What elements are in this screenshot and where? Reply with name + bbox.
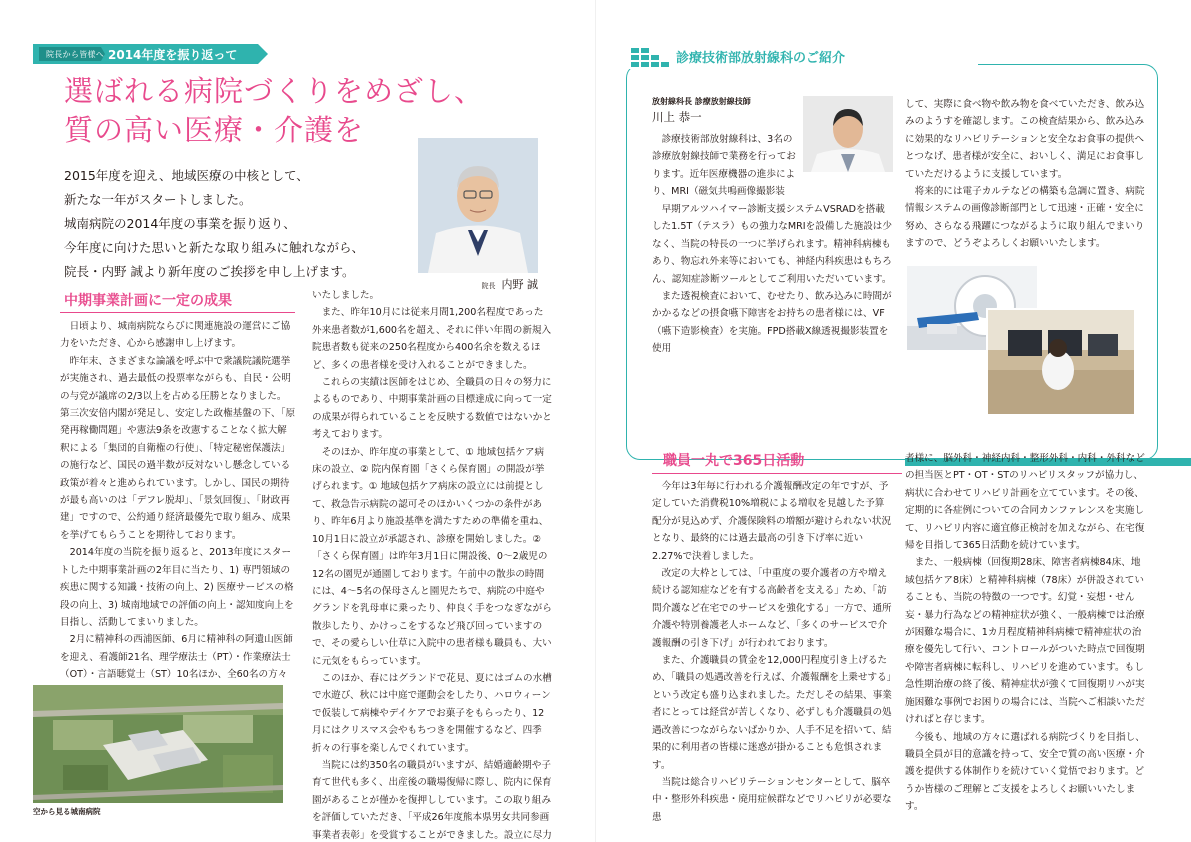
headline-line-2: 質の高い医療・介護を [64, 113, 365, 147]
lead-line: 院長・内野 誠より新年度のご挨拶を申し上げます。 [64, 264, 355, 279]
paragraph: 2月に精神科の西浦医師、6月に精神科の阿遺山医師を迎え、看護師21名、理学療法士（PT）・作業療法士（OT）・言語聴覚士（ST）10名ほか、全60名の方々 [60, 634, 293, 681]
paragraph: 将来的には電子カルテなどの構築も急調に置き、病院情報システムの画像診断部門として迅速・正確・安全に努め、さらなる飛躍につながるように取り組んでまいりますので、どうぞよろしくお願いいたします。 [905, 186, 1145, 250]
section-rule [652, 473, 902, 474]
body-column-3 [652, 478, 892, 838]
lead-line: 今年度に向けた思いと新たな取り組みに触れながら、 [64, 240, 365, 255]
banner-sub-label: 院長から皆様へ [46, 50, 105, 59]
radiology-column-b [905, 96, 1145, 261]
paragraph: このほか、春にはグランドで花見、夏にはゴムの水槽で水遊び、秋には中庭で運動会をしたり、ハロウィーンで仮装して病棟やデイケアでお菓子をもらったり、12月にはクリスマス会やもちつきを開催するなど、四季折々の行事を楽しんでくれています。 [312, 672, 552, 754]
paragraph: 日頃より、城南病院ならびに関連施設の運営にご協力をいただき、心から感謝申し上げます。 [60, 321, 291, 350]
director-photo [418, 138, 538, 273]
staff-photo [803, 96, 893, 172]
headline-line-1: 選ばれる病院づくりをめざし、 [64, 74, 485, 108]
paragraph: 今年は3年毎に行われる介護報酬改定の年ですが、予定していた消費税10%増税による増収を見越した予算配分が見込めず、介護保険料の増額が避けられない状況となり、最終的には過去最高の引き下げ率に近い2.27%で決着しました。 [652, 481, 892, 562]
aerial-photo [33, 685, 283, 803]
lead-line: 新たな一年がスタートしました。 [64, 192, 252, 207]
paragraph: 者様に、脳外科・神経内科・整形外科・内科・外科などの担当医とPT・OT・STのリハビリスタッフが協力し、病状に合わせてリハビリ計画を立てています。その後、定期的に各症例についての合同カンファレンスを実施して、リハビリ内容に適宜修正検討を加えながら、在宅復帰を目指して365日活動を続けています。 [905, 453, 1145, 552]
paragraph: また透視検査において、むせたり、飲み込みに時間がかかるなどの摂食嚥下障害をお持ちの患者様には、VF（嚥下造影検査）を実施。FPD搭載X線透視撮影装置を使用 [652, 291, 892, 355]
radiology-column-a-top [652, 131, 800, 203]
director-role: 院長 [481, 282, 496, 290]
section-title-midterm: 中期事業計画に一定の成果 [64, 293, 232, 309]
paragraph: また、一般病棟（回復期28床、障害者病棟84床、地域包括ケア8床）と精神科病棟（78床）が併設されていることも、当院の特徴の一つです。幻覚・妄想・せん妄・暴力行為などの精神症状が強く、一般病棟では治療が困難な場合に、1カ月程度精神科病棟で精神症状の治療を優先して行い、コントロールがついた時点で回復期や障害者病棟に転科し、リハビリを進めています。もし急性期治療の終了後、精神症状が強くて回復期リハが実施困難な事例でお困りの場合には、当院へご相談いただければと存じます。 [905, 557, 1145, 726]
lead-line: 2015年度を迎え、地域医療の中核として、 [64, 168, 309, 183]
building-icon [631, 44, 671, 68]
paragraph: これらの実績は医師をはじめ、全職員の日々の努力によるものであり、中期事業計画の目標達成に向って一定の成果が得られていることを反映する数値ではないかと考えております。 [312, 377, 552, 441]
section-banner [33, 44, 268, 64]
paragraph: 昨年末、さまざまな論議を呼ぶ中で衆議院議院選挙が実施され、過去最低の投票率ながらも、自民・公明の与党が議席の2/3以上を占める圧勝となりました。第三次安倍内閣が発足し、安定した政権基盤の下、「原発再稼働問題」や憲法9条を改憲することなく拡大解釈による「集団的自衛権の行使」、「特定秘密保護法」の施行など、国民の過半数が反対ないし懸念している政策が着々と進められています。しかし、国民の期待が最も高いのは「デフレ脱却」、「景気回復」、「財政再建」ですので、公約通り経済最優先で取り組み、成果を挙げてもらうことを期待しております。 [60, 355, 296, 541]
radiology-column-a [652, 201, 892, 451]
paragraph: 早期アルツハイマー診断支援システムVSRADを搭載した1.5T（テスラ）もの強力なMRIを設備した施設は少なく、当院の特長の一つに挙げられます。精神科病棟もあり、物忘れ外来等においても、神経内科疾患はもちろん、認知症診断ツールとしてご利用いただいています。 [652, 204, 892, 285]
paragraph: 改定の大枠としては、「中重度の要介護者の方や増え続ける認知症などを有する高齢者を支える」ため、「訪問介護など在宅でのサービスを強化する」一方で、通所介護や特別養護老人ホームなど、「多くのサービスで介護報酬の引き下げ」が行われております。 [652, 568, 892, 649]
section-title-365: 職員一丸で365日活動 [663, 453, 805, 469]
paragraph: 2014年度の当院を振り返ると、2013年度にスタートした中期事業計画の2年目に当たり、1) 専門領域の疾患に関する知識・技術の向上、2) 医療サービスの格段の向上、3) 城南地域での評価の向上・認知度向上を目指し、活動してまいりました。 [60, 547, 294, 628]
body-column-4 [905, 450, 1149, 838]
banner-main-label: 2014年度を振り返って [108, 48, 238, 62]
paragraph: また、昨年10月には従来月間1,200名程度であった外来患者数が1,600名を超え、それに伴い年間の新規入院患者数も従来の250名程度から400名余を数えるほど、多くの患者様を受け入れることができました。 [312, 307, 552, 371]
radiology-title: 診療技術部放射線科のご紹介 [676, 51, 846, 66]
console-photo [986, 308, 1136, 416]
page-fold [595, 0, 596, 842]
lead-text [64, 164, 424, 284]
body-column-2 [312, 287, 552, 842]
paragraph: 当院には約350名の職員がいますが、結婚適齢期や子育て世代も多く、出産後の職場復帰に際し、院内に保育園があることが僅かを復押ししています。この取り組みを評価していただき、「平成26年度熊本県男女共同参画事業者表彰」を受賞することができました。設立に尽力 [312, 759, 552, 841]
aerial-caption: 空から見る城南病院 [33, 807, 101, 816]
paragraph: 当院は総合リハビリテーションセンターとして、脳卒中・整形外科疾患・廃用症候群などでリハビリが必要な患 [652, 776, 892, 823]
staff-role: 放射線科長 診療放射線技師 [652, 97, 751, 106]
paragraph: 今後も、地域の方々に選ばれる病院づくりを目指し、職員全員が目的意識を持って、安全で質の高い医療・介護を提供する体制作りを続けていく覚悟でおります。どうか皆様のご理解とご支援をよろしくお願いいたします。 [905, 731, 1145, 813]
staff-name: 川上 恭一 [652, 110, 702, 124]
paragraph: そのほか、昨年度の事業として、① 地域包括ケア病床の設立、② 院内保育園「さくら保育園」の開設が挙げられます。① 地域包括ケア病床の設立には前提として、救急告示病院の認可そのほかいくつかの条件があり、昨年6月より施設基準を満たすための準備を重ね、10月1日に設立が承認され、診療を開始しました。② 「さくら保育園」は昨年3月1日に開設後、0～2歳児の12名の園児が通園しております。午前中の散歩の時間には、4～5名の保母さんと園児たちで、病院の中庭やグランドを乳母車に乗ったり、仲良く手をつなぎながら散歩したり、かけっこをするなど飛び回っていますので、その愛らしい仕草に入院中の患者様も職員も、大いに元気をもらっています。 [312, 446, 552, 667]
paragraph: 診療技術部放射線科は、3名の診療放射線技師で業務を行っております。近年医療機器の進歩により、MRI（磁気共鳴画像撮影装 [652, 134, 796, 198]
paragraph: いたしました。 [312, 290, 380, 301]
paragraph: して、実際に食べ物や飲み物を食べていただき、飲み込みのようすを確認します。この検査結果から、飲み込みに効果的なリハビリテーションと安全なお食事の提供へとつなげ、患者様が安全に、おいしく、満足にお食事していただけるように支援しています。 [905, 99, 1145, 180]
body-column-1 [60, 318, 296, 683]
paragraph: また、介護職員の賃金を12,000円程度引き上げるため、「職員の処遇改善を行えば、介護報酬を上乗せする」という改定も盛り込まれました。ただしその結果、事業者にとっては経営が苦しくなり、必ずしも介護職員の処遇改善につながらないばかりか、人手不足を招いて、結果的に利用者の皆様に迷惑が掛かることも危惧されます。 [652, 655, 892, 771]
director-name: 内野 誠 [501, 278, 538, 291]
section-rule [60, 312, 295, 313]
lead-line: 城南病院の2014年度の事業を振り返り、 [64, 216, 296, 231]
